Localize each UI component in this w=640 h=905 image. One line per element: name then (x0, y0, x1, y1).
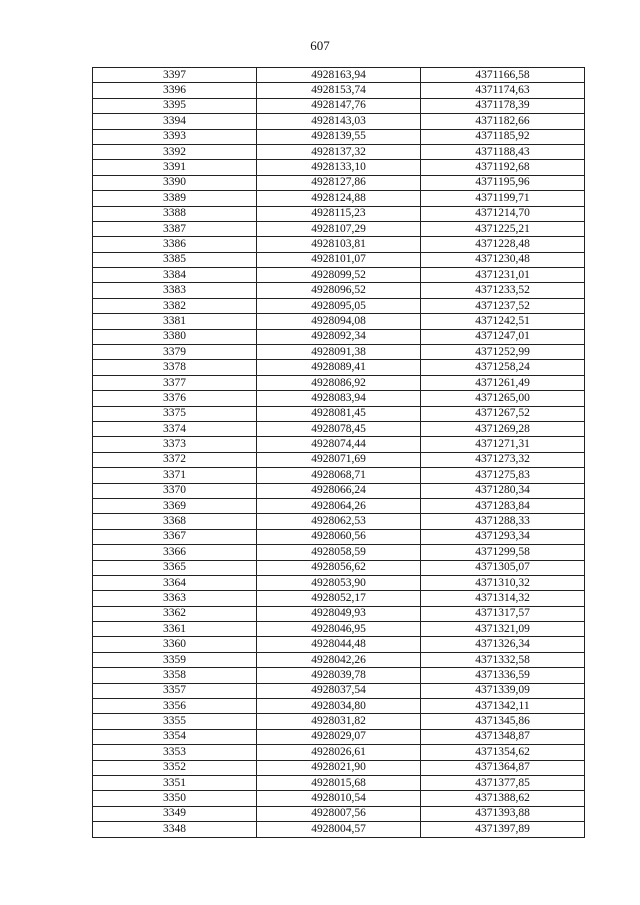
x-coordinate-cell: 4928094,08 (257, 314, 421, 329)
y-coordinate-cell: 4371336,59 (421, 668, 585, 683)
x-coordinate-cell: 4928078,45 (257, 421, 421, 436)
x-coordinate-cell: 4928034,80 (257, 699, 421, 714)
x-coordinate-cell: 4928029,07 (257, 729, 421, 744)
table-row (93, 745, 585, 760)
y-coordinate-cell: 4371299,58 (421, 545, 585, 560)
point-number-cell: 3381 (93, 314, 257, 329)
table-row (93, 406, 585, 421)
table-row (93, 575, 585, 590)
y-coordinate-cell: 4371275,83 (421, 468, 585, 483)
table-row (93, 545, 585, 560)
table-row (93, 822, 585, 837)
y-coordinate-cell: 4371280,34 (421, 483, 585, 498)
x-coordinate-cell: 4928071,69 (257, 452, 421, 467)
table-row (93, 652, 585, 667)
y-coordinate-cell: 4371182,66 (421, 114, 585, 129)
point-number-cell: 3372 (93, 452, 257, 467)
table-row (93, 591, 585, 606)
table-row (93, 144, 585, 159)
table-row (93, 622, 585, 637)
x-coordinate-cell: 4928137,32 (257, 144, 421, 159)
y-coordinate-cell: 4371188,43 (421, 144, 585, 159)
x-coordinate-cell: 4928026,61 (257, 745, 421, 760)
table-row (93, 637, 585, 652)
x-coordinate-cell: 4928021,90 (257, 760, 421, 775)
point-number-cell: 3374 (93, 421, 257, 436)
y-coordinate-cell: 4371192,68 (421, 160, 585, 175)
x-coordinate-cell: 4928092,34 (257, 329, 421, 344)
table-row (93, 714, 585, 729)
y-coordinate-cell: 4371345,86 (421, 714, 585, 729)
y-coordinate-cell: 4371354,62 (421, 745, 585, 760)
y-coordinate-cell: 4371214,70 (421, 206, 585, 221)
point-number-cell: 3359 (93, 652, 257, 667)
point-number-cell: 3385 (93, 252, 257, 267)
y-coordinate-cell: 4371166,58 (421, 68, 585, 83)
x-coordinate-cell: 4928143,03 (257, 114, 421, 129)
point-number-cell: 3377 (93, 375, 257, 390)
point-number-cell: 3384 (93, 268, 257, 283)
table-row (93, 252, 585, 267)
table-row (93, 791, 585, 806)
point-number-cell: 3365 (93, 560, 257, 575)
x-coordinate-cell: 4928095,05 (257, 298, 421, 313)
point-number-cell: 3388 (93, 206, 257, 221)
point-number-cell: 3366 (93, 545, 257, 560)
point-number-cell: 3392 (93, 144, 257, 159)
table-row (93, 360, 585, 375)
x-coordinate-cell: 4928053,90 (257, 575, 421, 590)
point-number-cell: 3395 (93, 98, 257, 113)
point-number-cell: 3379 (93, 345, 257, 360)
x-coordinate-cell: 4928107,29 (257, 221, 421, 236)
point-number-cell: 3389 (93, 191, 257, 206)
point-number-cell: 3352 (93, 760, 257, 775)
x-coordinate-cell: 4928091,38 (257, 345, 421, 360)
point-number-cell: 3394 (93, 114, 257, 129)
point-number-cell: 3367 (93, 529, 257, 544)
y-coordinate-cell: 4371314,32 (421, 591, 585, 606)
table-row (93, 606, 585, 621)
point-number-cell: 3386 (93, 237, 257, 252)
y-coordinate-cell: 4371288,33 (421, 514, 585, 529)
point-number-cell: 3376 (93, 391, 257, 406)
table-row (93, 329, 585, 344)
coordinates-table (92, 67, 585, 838)
point-number-cell: 3349 (93, 806, 257, 821)
x-coordinate-cell: 4928052,17 (257, 591, 421, 606)
y-coordinate-cell: 4371195,96 (421, 175, 585, 190)
coordinates-table-body (93, 68, 585, 838)
table-row (93, 391, 585, 406)
table-row (93, 283, 585, 298)
x-coordinate-cell: 4928004,57 (257, 822, 421, 837)
point-number-cell: 3397 (93, 68, 257, 83)
point-number-cell: 3364 (93, 575, 257, 590)
x-coordinate-cell: 4928044,48 (257, 637, 421, 652)
x-coordinate-cell: 4928060,56 (257, 529, 421, 544)
x-coordinate-cell: 4928058,59 (257, 545, 421, 560)
y-coordinate-cell: 4371377,85 (421, 775, 585, 790)
point-number-cell: 3393 (93, 129, 257, 144)
y-coordinate-cell: 4371237,52 (421, 298, 585, 313)
y-coordinate-cell: 4371228,48 (421, 237, 585, 252)
table-row (93, 421, 585, 436)
point-number-cell: 3371 (93, 468, 257, 483)
x-coordinate-cell: 4928010,54 (257, 791, 421, 806)
table-row (93, 760, 585, 775)
point-number-cell: 3358 (93, 668, 257, 683)
y-coordinate-cell: 4371261,49 (421, 375, 585, 390)
y-coordinate-cell: 4371332,58 (421, 652, 585, 667)
table-row (93, 83, 585, 98)
x-coordinate-cell: 4928133,10 (257, 160, 421, 175)
table-row (93, 514, 585, 529)
y-coordinate-cell: 4371393,88 (421, 806, 585, 821)
y-coordinate-cell: 4371269,28 (421, 421, 585, 436)
point-number-cell: 3378 (93, 360, 257, 375)
y-coordinate-cell: 4371225,21 (421, 221, 585, 236)
y-coordinate-cell: 4371231,01 (421, 268, 585, 283)
point-number-cell: 3361 (93, 622, 257, 637)
point-number-cell: 3387 (93, 221, 257, 236)
point-number-cell: 3382 (93, 298, 257, 313)
table-row (93, 729, 585, 744)
y-coordinate-cell: 4371273,32 (421, 452, 585, 467)
y-coordinate-cell: 4371247,01 (421, 329, 585, 344)
y-coordinate-cell: 4371283,84 (421, 498, 585, 513)
table-row (93, 314, 585, 329)
y-coordinate-cell: 4371388,62 (421, 791, 585, 806)
x-coordinate-cell: 4928103,81 (257, 237, 421, 252)
x-coordinate-cell: 4928147,76 (257, 98, 421, 113)
point-number-cell: 3356 (93, 699, 257, 714)
y-coordinate-cell: 4371258,24 (421, 360, 585, 375)
y-coordinate-cell: 4371326,34 (421, 637, 585, 652)
y-coordinate-cell: 4371242,51 (421, 314, 585, 329)
y-coordinate-cell: 4371230,48 (421, 252, 585, 267)
y-coordinate-cell: 4371348,87 (421, 729, 585, 744)
table-row (93, 775, 585, 790)
table-row (93, 221, 585, 236)
y-coordinate-cell: 4371293,34 (421, 529, 585, 544)
x-coordinate-cell: 4928046,95 (257, 622, 421, 637)
y-coordinate-cell: 4371178,39 (421, 98, 585, 113)
table-row (93, 68, 585, 83)
point-number-cell: 3360 (93, 637, 257, 652)
y-coordinate-cell: 4371342,11 (421, 699, 585, 714)
x-coordinate-cell: 4928081,45 (257, 406, 421, 421)
x-coordinate-cell: 4928096,52 (257, 283, 421, 298)
x-coordinate-cell: 4928037,54 (257, 683, 421, 698)
table-row (93, 483, 585, 498)
x-coordinate-cell: 4928115,23 (257, 206, 421, 221)
point-number-cell: 3353 (93, 745, 257, 760)
x-coordinate-cell: 4928153,74 (257, 83, 421, 98)
table-row (93, 806, 585, 821)
x-coordinate-cell: 4928039,78 (257, 668, 421, 683)
x-coordinate-cell: 4928056,62 (257, 560, 421, 575)
table-row (93, 529, 585, 544)
x-coordinate-cell: 4928007,56 (257, 806, 421, 821)
table-row (93, 668, 585, 683)
x-coordinate-cell: 4928049,93 (257, 606, 421, 621)
point-number-cell: 3350 (93, 791, 257, 806)
y-coordinate-cell: 4371310,32 (421, 575, 585, 590)
table-row (93, 683, 585, 698)
x-coordinate-cell: 4928083,94 (257, 391, 421, 406)
x-coordinate-cell: 4928062,53 (257, 514, 421, 529)
table-row (93, 160, 585, 175)
x-coordinate-cell: 4928074,44 (257, 437, 421, 452)
y-coordinate-cell: 4371267,52 (421, 406, 585, 421)
y-coordinate-cell: 4371364,87 (421, 760, 585, 775)
point-number-cell: 3354 (93, 729, 257, 744)
table-row (93, 206, 585, 221)
x-coordinate-cell: 4928163,94 (257, 68, 421, 83)
point-number-cell: 3380 (93, 329, 257, 344)
y-coordinate-cell: 4371199,71 (421, 191, 585, 206)
table-row (93, 498, 585, 513)
point-number-cell: 3390 (93, 175, 257, 190)
table-row (93, 129, 585, 144)
table-row (93, 98, 585, 113)
x-coordinate-cell: 4928124,88 (257, 191, 421, 206)
table-row (93, 437, 585, 452)
point-number-cell: 3357 (93, 683, 257, 698)
table-row (93, 237, 585, 252)
table-row (93, 175, 585, 190)
y-coordinate-cell: 4371252,99 (421, 345, 585, 360)
table-row (93, 345, 585, 360)
x-coordinate-cell: 4928089,41 (257, 360, 421, 375)
x-coordinate-cell: 4928139,55 (257, 129, 421, 144)
y-coordinate-cell: 4371321,09 (421, 622, 585, 637)
point-number-cell: 3362 (93, 606, 257, 621)
x-coordinate-cell: 4928031,82 (257, 714, 421, 729)
point-number-cell: 3348 (93, 822, 257, 837)
point-number-cell: 3383 (93, 283, 257, 298)
y-coordinate-cell: 4371271,31 (421, 437, 585, 452)
x-coordinate-cell: 4928066,24 (257, 483, 421, 498)
x-coordinate-cell: 4928068,71 (257, 468, 421, 483)
y-coordinate-cell: 4371305,07 (421, 560, 585, 575)
x-coordinate-cell: 4928099,52 (257, 268, 421, 283)
table-row (93, 298, 585, 313)
x-coordinate-cell: 4928042,26 (257, 652, 421, 667)
table-row (93, 375, 585, 390)
table-row (93, 114, 585, 129)
point-number-cell: 3373 (93, 437, 257, 452)
table-row (93, 560, 585, 575)
point-number-cell: 3351 (93, 775, 257, 790)
table-row (93, 468, 585, 483)
y-coordinate-cell: 4371174,63 (421, 83, 585, 98)
point-number-cell: 3355 (93, 714, 257, 729)
x-coordinate-cell: 4928127,86 (257, 175, 421, 190)
point-number-cell: 3369 (93, 498, 257, 513)
y-coordinate-cell: 4371265,00 (421, 391, 585, 406)
point-number-cell: 3396 (93, 83, 257, 98)
x-coordinate-cell: 4928086,92 (257, 375, 421, 390)
table-row (93, 699, 585, 714)
table-row (93, 268, 585, 283)
point-number-cell: 3391 (93, 160, 257, 175)
x-coordinate-cell: 4928015,68 (257, 775, 421, 790)
y-coordinate-cell: 4371397,89 (421, 822, 585, 837)
point-number-cell: 3363 (93, 591, 257, 606)
x-coordinate-cell: 4928101,07 (257, 252, 421, 267)
point-number-cell: 3370 (93, 483, 257, 498)
table-row (93, 452, 585, 467)
y-coordinate-cell: 4371233,52 (421, 283, 585, 298)
point-number-cell: 3375 (93, 406, 257, 421)
y-coordinate-cell: 4371185,92 (421, 129, 585, 144)
point-number-cell: 3368 (93, 514, 257, 529)
page-number: 607 (310, 38, 330, 53)
table-row (93, 191, 585, 206)
y-coordinate-cell: 4371339,09 (421, 683, 585, 698)
x-coordinate-cell: 4928064,26 (257, 498, 421, 513)
y-coordinate-cell: 4371317,57 (421, 606, 585, 621)
